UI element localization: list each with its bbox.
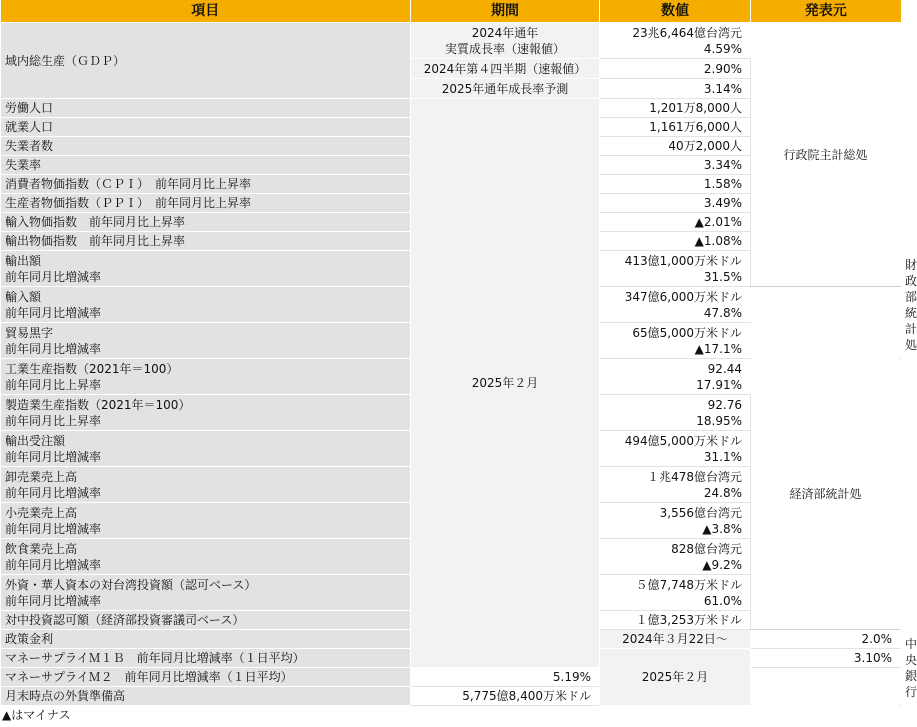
- value-line: 31.1%: [703, 449, 742, 464]
- value-mpi: [600, 395, 751, 431]
- value-reserves: 5,775億8,400万米ドル: [411, 687, 600, 706]
- value-line: 828億台湾元: [671, 541, 742, 556]
- item-line: 貿易黒字: [5, 325, 54, 340]
- item-surplus: [1, 323, 411, 359]
- item-line: 製造業生産指数（2021年＝100）: [5, 397, 191, 412]
- value-imports: [600, 287, 751, 323]
- value-line: 47.8%: [703, 305, 742, 320]
- value-fdi: [600, 575, 751, 611]
- value-gdp-annual: [600, 23, 751, 59]
- item-line: 前年同月比増減率: [5, 341, 102, 356]
- item-unemployed: 失業者数: [1, 137, 411, 156]
- item-wholesale: [1, 467, 411, 503]
- value-line: 92.44: [707, 361, 742, 376]
- value-line: 3,556億台湾元: [659, 505, 742, 520]
- item-ppi: 生産者物価指数（ＰＰＩ） 前年同月比上昇率: [1, 194, 411, 213]
- item-reserves: 月末時点の外貨準備高: [1, 687, 411, 706]
- header-source: 発表元: [751, 0, 901, 23]
- value-line: ▲9.2%: [702, 557, 742, 572]
- item-imports: [1, 287, 411, 323]
- table-row: 政策金利 2024年３月22日〜 2.0% 中央銀行: [1, 630, 901, 649]
- value-import-price: ▲2.01%: [600, 213, 751, 232]
- value-line: 61.0%: [703, 593, 742, 608]
- value-cpi: 1.58%: [600, 175, 751, 194]
- period-policy-rate: 2024年３月22日〜: [600, 630, 751, 649]
- item-line: 卸売業売上高: [5, 469, 78, 484]
- value-line: ５億7,748万米ドル: [635, 577, 742, 592]
- item-line: 輸入額: [5, 289, 42, 304]
- item-fdi: [1, 575, 411, 611]
- item-line: 前年同月比増減率: [5, 593, 102, 608]
- table-row: [1, 668, 901, 687]
- item-line: 外資・華人資本の対台湾投資額（認可ベース）: [5, 577, 257, 592]
- item-export-orders: [1, 431, 411, 467]
- value-line: 92.76: [707, 397, 742, 412]
- value-export-price: ▲1.08%: [600, 232, 751, 251]
- period-line: 実質成長率（速報値）: [444, 41, 565, 56]
- period-feb-bank: 2025年２月: [600, 649, 751, 706]
- period-gdp-q4: 2024年第４四半期（速報値）: [411, 59, 600, 79]
- item-ipi: [1, 359, 411, 395]
- item-restaurant: [1, 539, 411, 575]
- value-line: 31.5%: [703, 269, 742, 284]
- period-line: 2024年通年: [471, 25, 539, 40]
- table-row: [1, 687, 901, 706]
- item-employed: 就業人口: [1, 118, 411, 137]
- value-restaurant: [600, 539, 751, 575]
- value-policy-rate: 2.0%: [751, 630, 901, 649]
- source-dgbas: 行政院主計総処: [751, 23, 901, 287]
- value-exports: [600, 251, 751, 287]
- period-feb-main: 2025年２月: [411, 99, 600, 668]
- item-line: 前年同月比上昇率: [5, 377, 102, 392]
- value-line: 18.95%: [696, 413, 742, 428]
- item-line: 小売業売上高: [5, 505, 78, 520]
- item-line: 前年同月比増減率: [5, 305, 102, 320]
- value-line: 24.8%: [703, 485, 742, 500]
- value-gdp-q4: 2.90%: [600, 59, 751, 79]
- source-moea: 経済部統計処: [751, 359, 901, 630]
- item-m2: マネーサプライＭ２ 前年同月比増減率（１日平均）: [1, 668, 411, 687]
- item-line: 前年同月比増減率: [5, 269, 102, 284]
- value-m1b: 3.10%: [751, 649, 901, 668]
- item-import-price: 輸入物価指数 前年同月比上昇率: [1, 213, 411, 232]
- footnote: ▲はマイナス: [2, 708, 71, 722]
- value-line: 65億5,000万米ドル: [632, 325, 742, 340]
- value-line: 17.91%: [696, 377, 742, 392]
- item-unemp-rate: 失業率: [1, 156, 411, 175]
- table-row: 輸出額 前年同月比増減率 413億1,000万米ドル 31.5% 財政部統計処: [1, 251, 901, 287]
- item-line: 前年同月比上昇率: [5, 413, 102, 428]
- value-line: 494億5,000万米ドル: [624, 433, 742, 448]
- value-unemp-rate: 3.34%: [600, 156, 751, 175]
- item-china-investment: 対中投資認可額（経済部投資審議司ベース）: [1, 611, 411, 630]
- item-gdp: 域内総生産（ＧＤＰ）: [1, 23, 411, 99]
- item-line: 前年同月比増減率: [5, 557, 102, 572]
- item-policy-rate: 政策金利: [1, 630, 411, 649]
- item-line: 飲食業売上高: [5, 541, 78, 556]
- value-unemployed: 40万2,000人: [600, 137, 751, 156]
- item-line: 前年同月比増減率: [5, 449, 102, 464]
- item-line: 前年同月比増減率: [5, 521, 102, 536]
- item-line: 前年同月比増減率: [5, 485, 102, 500]
- item-mpi: [1, 395, 411, 431]
- value-gdp-forecast: 3.14%: [600, 79, 751, 99]
- header-value: 数値: [600, 0, 751, 23]
- value-retail: [600, 503, 751, 539]
- value-ppi: 3.49%: [600, 194, 751, 213]
- value-wholesale: [600, 467, 751, 503]
- value-employed: 1,161万6,000人: [600, 118, 751, 137]
- value-line: 4.59%: [703, 41, 742, 56]
- value-line: ▲17.1%: [694, 341, 742, 356]
- value-line: 413億1,000万米ドル: [624, 253, 742, 268]
- value-surplus: [600, 323, 751, 359]
- item-export-price: 輸出物価指数 前年同月比上昇率: [1, 232, 411, 251]
- value-m2: 5.19%: [411, 668, 600, 687]
- value-labor: 1,201万8,000人: [600, 99, 751, 118]
- value-line: 347億6,000万米ドル: [624, 289, 742, 304]
- value-export-orders: [600, 431, 751, 467]
- item-retail: [1, 503, 411, 539]
- header-period: 期間: [411, 0, 600, 23]
- period-gdp-forecast: 2025年通年成長率予測: [411, 79, 600, 99]
- item-line: 輸出額: [5, 253, 42, 268]
- item-exports: [1, 251, 411, 287]
- table-row: [1, 23, 901, 59]
- item-line: 輸出受注額: [5, 433, 66, 448]
- period-gdp-annual: [411, 23, 600, 59]
- item-cpi: 消費者物価指数（ＣＰＩ） 前年同月比上昇率: [1, 175, 411, 194]
- item-m1b: マネーサプライＭ１Ｂ 前年同月比増減率（１日平均）: [1, 649, 411, 668]
- value-china-investment: １億3,253万米ドル: [600, 611, 751, 630]
- header-row: [1, 0, 901, 23]
- value-line: ▲3.8%: [702, 521, 742, 536]
- item-labor: 労働人口: [1, 99, 411, 118]
- value-line: 23兆6,464億台湾元: [632, 25, 742, 40]
- item-line: 工業生産指数（2021年＝100）: [5, 361, 179, 376]
- value-ipi: [600, 359, 751, 395]
- header-item: 項目: [1, 0, 411, 23]
- value-line: １兆478億台湾元: [647, 469, 742, 484]
